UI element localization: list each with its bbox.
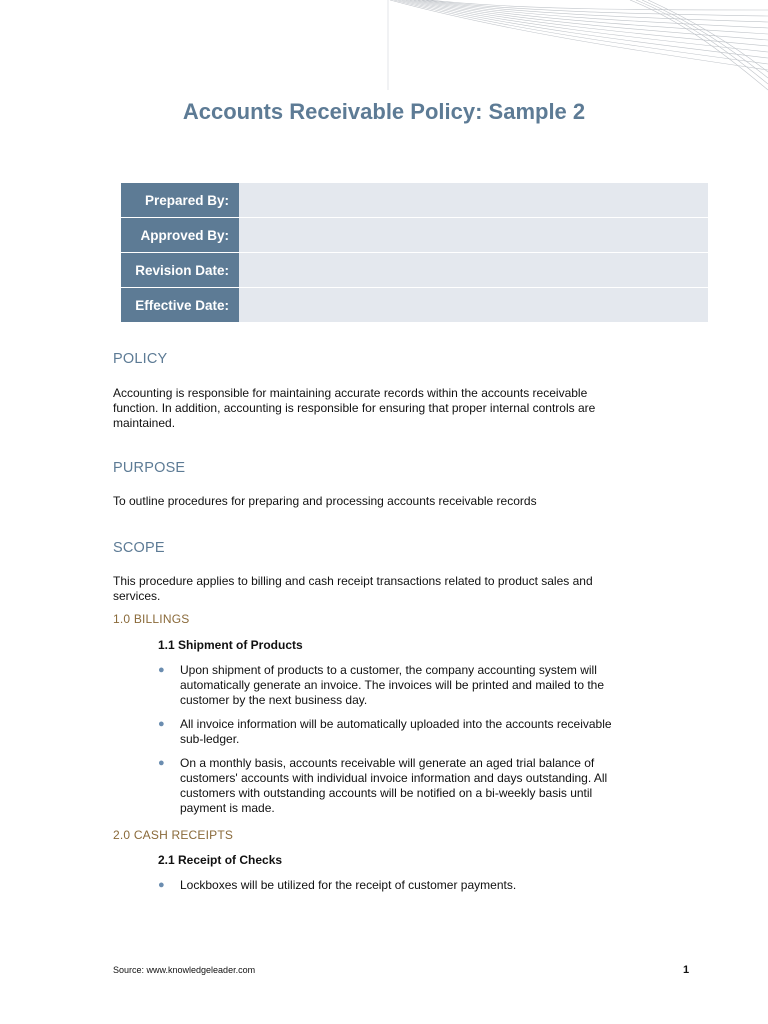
bullet-icon: ● [158,664,165,676]
purpose-heading: PURPOSE [113,460,186,476]
prepared-by-value [239,183,708,218]
approved-by-row [121,218,708,253]
list-item: ● On a monthly basis, accounts receivable will generate an aged trial balance of customers' accounts with individual invoice information and days outstanding. All customers with outstanding accounts will be notified on a bi-weekly basis until payment is made. [158,756,608,815]
purpose-text: To outline procedures for preparing and processing accounts receivable records [113,494,537,508]
effective-date-label: Effective Date: [121,288,239,323]
billings-bullet-list [158,663,638,816]
effective-date-value [239,288,708,323]
revision-date-row [121,253,708,288]
document-title: Accounts Receivable Policy: Sample 2 [182,99,586,124]
prepared-by-label: Prepared By: [121,183,239,218]
approved-by-label: Approved By: [121,218,239,253]
policy-text: Accounting is responsible for maintaining accurate records within the accounts receivable function. In addition, accounting is responsible for ensuring that proper internal controls are maintained. [113,386,596,430]
revision-date-value [239,253,708,288]
scope-text: This procedure applies to billing and cash receipt transactions related to product sales and services. [113,574,593,603]
list-item: ● Lockboxes will be utilized for the receipt of customer payments. [158,878,517,892]
cash-receipts-bullet-list [158,878,638,893]
scope-heading: SCOPE [113,540,165,556]
bullet-icon: ● [158,718,165,730]
document-info-table [121,183,708,323]
prepared-by-row [121,183,708,218]
decorative-swoosh-graphic [380,0,768,100]
list-item: ● All invoice information will be automatically uploaded into the accounts receivable sub-ledger. [158,717,612,746]
shipment-of-products-heading: 1.1 Shipment of Products [158,638,303,652]
bullet-icon: ● [158,757,165,769]
effective-date-row [121,288,708,323]
bullet-icon: ● [158,879,165,891]
page-number: 1 [683,964,690,976]
policy-heading: POLICY [113,351,168,367]
cash-receipts-heading: 2.0 CASH RECEIPTS [113,828,234,842]
footer-source: Source: www.knowledgeleader.com [113,965,256,975]
receipt-of-checks-heading: 2.1 Receipt of Checks [158,853,283,867]
approved-by-value [239,218,708,253]
billings-heading: 1.0 BILLINGS [113,612,190,626]
list-item: ● Upon shipment of products to a customer, the company accounting system will automatically generate an invoice. The invoices will be printed and mailed to the customer by the next business day. [158,663,605,707]
revision-date-label: Revision Date: [121,253,239,288]
